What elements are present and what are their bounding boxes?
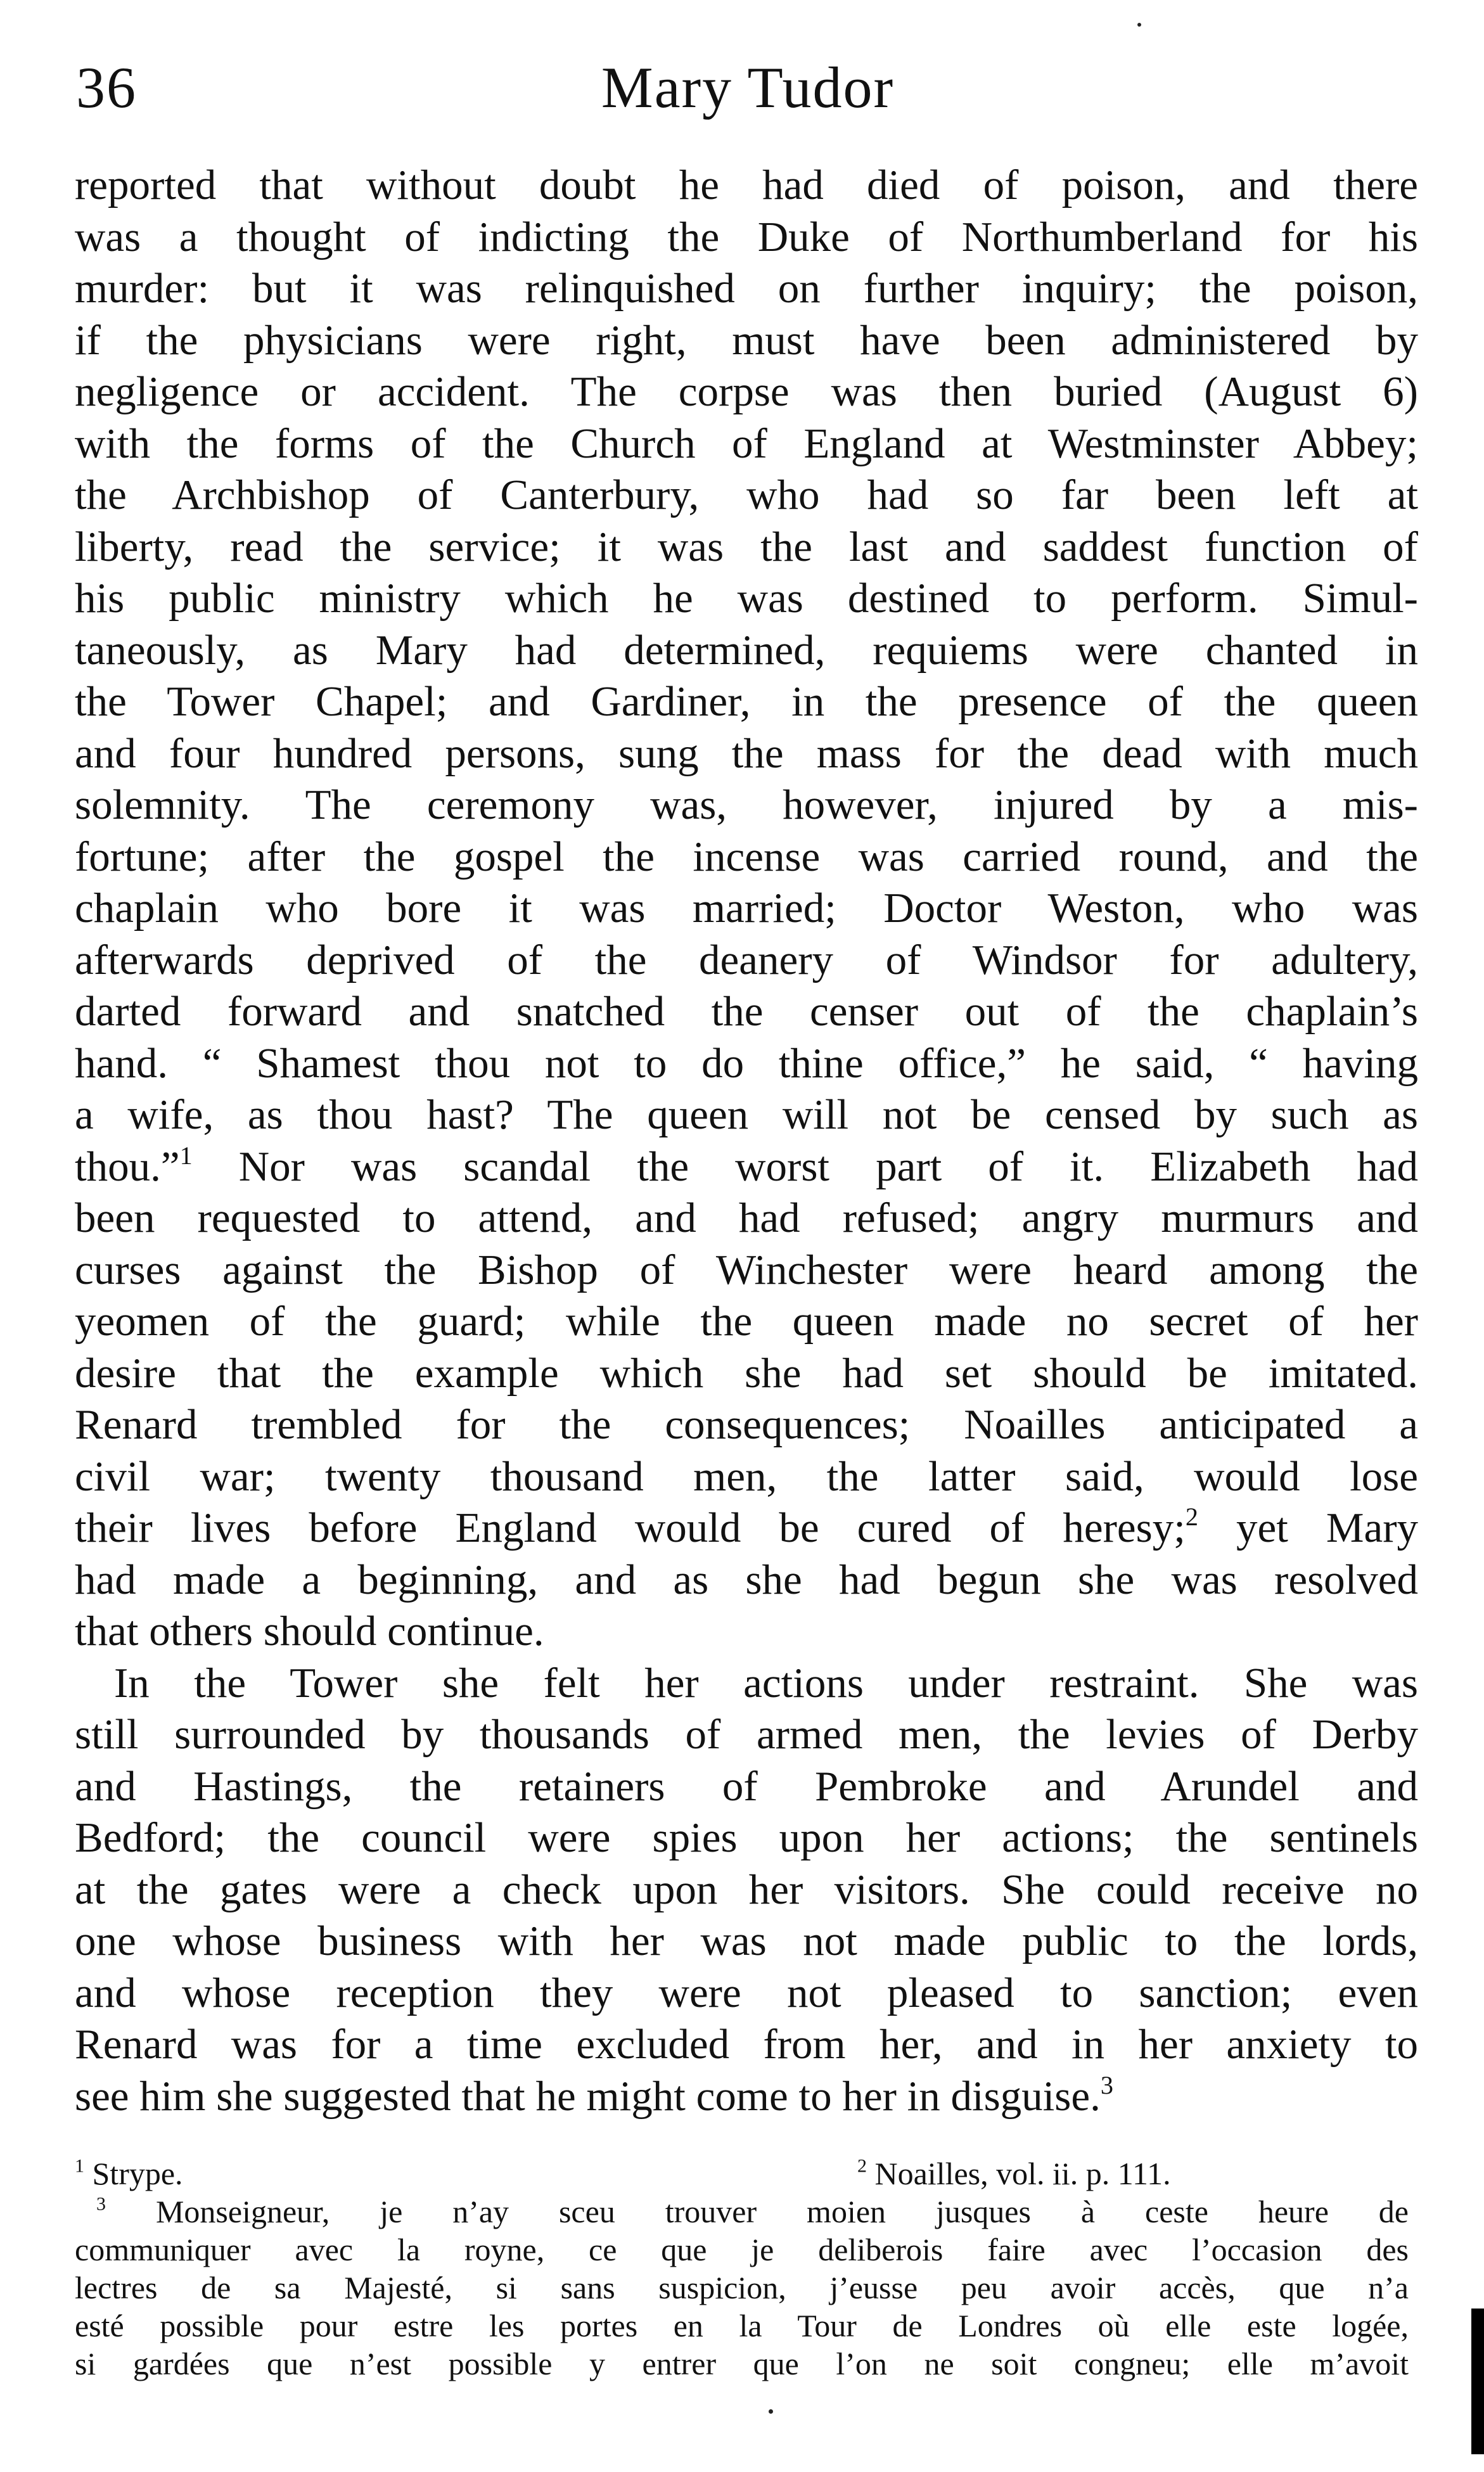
footnote-line: communiquer avec la royne, ce que je deliberois faire avec l’occasion des [75, 2232, 1409, 2267]
text-line: curses against the Bishop of Winchester were heard among the [75, 1246, 1418, 1293]
text-line: civil war; twenty thousand men, the latter said, would lose [75, 1452, 1418, 1500]
text-line: solemnity. The ceremony was, however, injured by a mis- [75, 781, 1418, 828]
footnote-text: Strype. [92, 2156, 183, 2191]
footnote-row [75, 2155, 1409, 2193]
text-line [75, 2071, 1418, 2123]
footnote-line: lectres de sa Majesté, si sans suspicion, j’eusse peu avoir accès, que n’a [75, 2270, 1409, 2305]
scan-speck [769, 2409, 773, 2414]
page-header [76, 49, 1419, 125]
text-line: his public ministry which he was destined to perform. Simul- [75, 575, 1418, 622]
text-line: if the physicians were right, must have been administered by [75, 316, 1418, 364]
text-fragment: Nor was scandal the worst part of it. Elizabeth had [238, 1143, 1418, 1190]
footnote-ref-2: 2 [1185, 1502, 1198, 1531]
body-text [75, 160, 1418, 2122]
text-line: murder: but it was relinquished on further inquiry; the poison, [75, 265, 1418, 312]
text-line: was a thought of indicting the Duke of Northumberland for his [75, 213, 1418, 260]
text-line: been requested to attend, and had refused; angry murmurs and [75, 1194, 1418, 1241]
text-line: taneously, as Mary had determined, requiems were chanted in [75, 626, 1418, 674]
footnote-ref-1: 1 [179, 1141, 193, 1170]
text-line: liberty, read the service; it was the last and saddest function of [75, 523, 1418, 570]
text-fragment: thou.” [75, 1143, 180, 1190]
footnote-line: esté possible pour estre les portes en la Tour de Londres où elle este logée, [75, 2308, 1409, 2343]
text-line: afterwards deprived of the deanery of Windsor for adultery, [75, 936, 1418, 983]
text-line: still surrounded by thousands of armed men, the levies of Derby [75, 1711, 1418, 1758]
text-fragment: see him she suggested that he might come to her in disguise. [75, 2072, 1101, 2120]
text-line: desire that the example which she had set should be imitated. [75, 1349, 1418, 1397]
text-line: and whose reception they were not pleased to sanction; even [75, 1969, 1418, 2016]
text-line [75, 1502, 1418, 1554]
text-fragment: their lives before England would be cured of heresy; [75, 1504, 1186, 1551]
text-line: at the gates were a check upon her visitors. She could receive no [75, 1866, 1418, 1913]
text-line: the Tower Chapel; and Gardiner, in the presence of the queen [75, 678, 1418, 725]
footnotes [75, 2155, 1409, 2383]
text-line: Renard was for a time excluded from her, and in her anxiety to [75, 2021, 1418, 2068]
footnote-mark: 1 [75, 2155, 84, 2177]
text-line: Renard trembled for the consequences; Noailles anticipated a [75, 1401, 1418, 1448]
running-title: Mary Tudor [601, 55, 895, 120]
footnote-mark: 3 [96, 2193, 106, 2215]
footnote-mark: 2 [857, 2155, 867, 2177]
text-line: negligence or accident. The corpse was then buried (August 6) [75, 368, 1418, 415]
footnote-1 [75, 2155, 183, 2193]
text-line [75, 1141, 1418, 1193]
text-line: a wife, as thou hast? The queen will not be censed by such as [75, 1091, 1418, 1138]
page-number: 36 [76, 55, 137, 120]
scan-speck [1137, 23, 1141, 27]
text-line: Bedford; the council were spies upon her actions; the sentinels [75, 1814, 1418, 1861]
text-line: chaplain who bore it was married; Doctor Weston, who was [75, 885, 1418, 932]
text-line: hand. “ Shamest thou not to do thine office,” he said, “ having [75, 1039, 1418, 1087]
text-line: reported that without doubt he had died of poison, and there [75, 162, 1418, 208]
scan-edge-mark [1471, 2309, 1484, 2454]
text-line: one whose business with her was not made public to the lords, [75, 1918, 1418, 1964]
footnote-ref-3: 3 [1100, 2070, 1113, 2099]
footnote-text: Noailles, vol. ii. p. 111. [874, 2156, 1171, 2191]
text-line: yeomen of the guard; while the queen made no secret of her [75, 1298, 1418, 1345]
footnote-line: si gardées que n’est possible y entrer que l’on ne soit congneu; elle m’avoit [75, 2346, 1409, 2381]
text-line: and Hastings, the retainers of Pembroke and Arundel and [75, 1762, 1418, 1810]
text-line: darted forward and snatched the censer out of the chaplain’s [75, 988, 1418, 1035]
footnote-3 [75, 2193, 1409, 2231]
text-fragment: yet Mary [1236, 1504, 1419, 1551]
text-line: had made a beginning, and as she had begun she was resolved [75, 1556, 1418, 1603]
text-line: with the forms of the Church of England at Westminster Abbey; [75, 419, 1418, 467]
text-line: and four hundred persons, sung the mass for the dead with much [75, 729, 1418, 777]
text-line: In the Tower she felt her actions under restraint. She was [114, 1659, 1418, 1707]
text-line: fortune; after the gospel the incense was carried round, and the [75, 833, 1418, 880]
text-line: the Archbishop of Canterbury, who had so far been left at [75, 471, 1418, 518]
footnote-text: Monseigneur, je n’ay sceu trouver moien jusques à ceste heure de [155, 2194, 1409, 2229]
text-line: that others should continue. [75, 1608, 544, 1655]
footnote-2 [857, 2155, 1171, 2193]
